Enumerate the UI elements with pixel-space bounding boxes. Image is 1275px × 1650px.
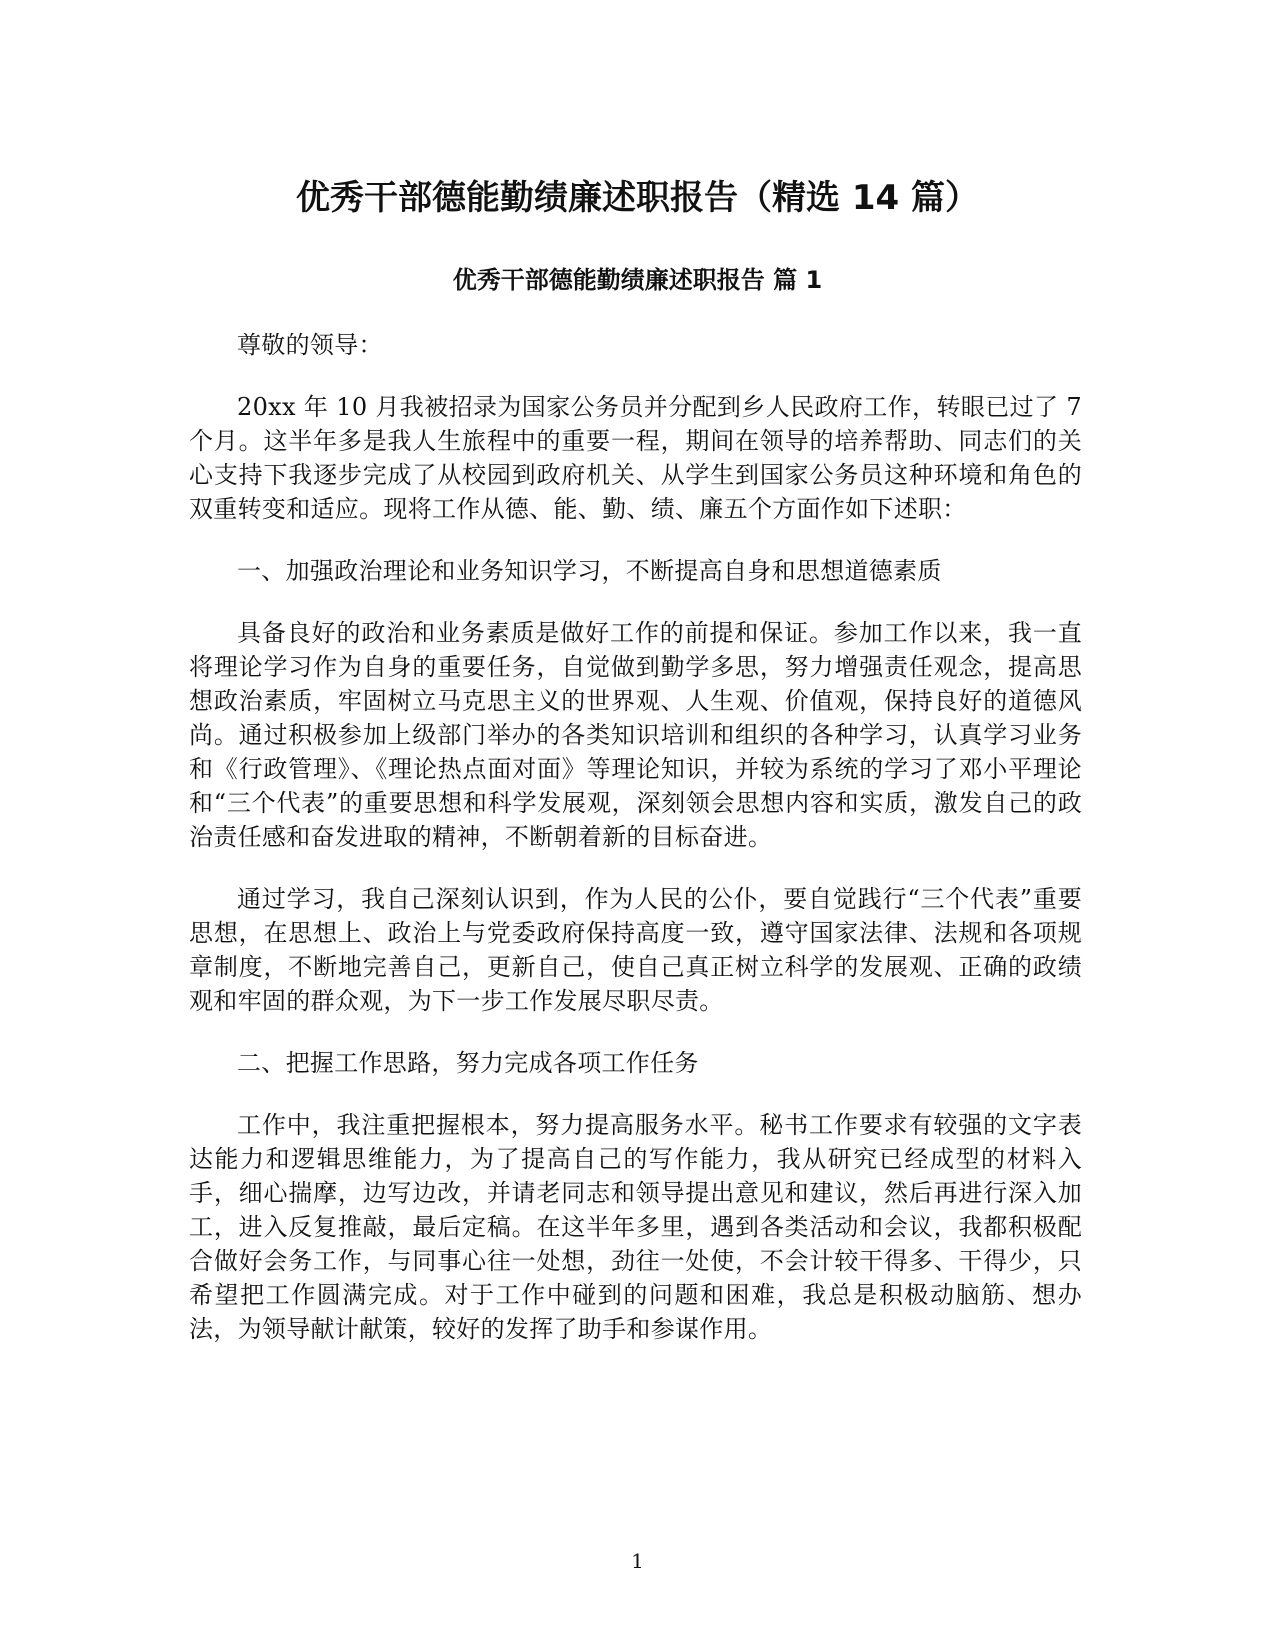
heading-one: 一、加强政治理论和业务知识学习，不断提高自身和思想道德素质 [237, 557, 942, 585]
document-title: 优秀干部德能勤绩廉述职报告（精选 14 篇） [296, 178, 979, 218]
heading-two: 二、把握工作思路，努力完成各项工作任务 [237, 1049, 699, 1077]
document-body [189, 328, 1082, 1374]
paragraph-study: 具备良好的政治和业务素质是做好工作的前提和保证。参加工作以来，我一直将理论学习作为自身的重要任务，自觉做到勤学多思，努力增强责任观念，提高思想政治素质，牢固树立马克思主义的世界观、人生观、价值观，保持良好的道德风尚。通过积极参加上级部门举办的各类知识培训和组织的各种学习，认真学习业务和《行政管理》、《理论热点面对面》等理论知识，并较为系统的学习了邓小平理论和“三个代表”的重要思想和科学发展观，深刻领会思想内容和实质，激发自己的政治责任感和奋发进取的精神，不断朝着新的目标奋进。 [189, 619, 1082, 851]
section-title: 优秀干部德能勤绩廉述职报告 篇 1 [452, 266, 823, 294]
paragraph-awareness: 通过学习，我自己深刻认识到，作为人民的公仆，要自觉践行“三个代表”重要思想，在思想上、政治上与党委政府保持高度一致，遵守国家法律、法规和各项规章制度，不断地完善自己，更新自己，使自己真正树立科学的发展观、正确的政绩观和牢固的群众观，为下一步工作发展尽职尽责。 [189, 885, 1082, 1015]
paragraph-intro: 20xx 年 10 月我被招录为国家公务员并分配到乡人民政府工作，转眼已过了 7 个月。这半年多是我人生旅程中的重要一程，期间在领导的培养帮助、同志们的关心支持下我逐步完成了从校园到政府机关、从学生到国家公务员这种环境和角色的双重转变和适应。现将工作从德、能、勤、绩、廉五个方面作如下述职： [189, 393, 1082, 523]
paragraph-work: 工作中，我注重把握根本，努力提高服务水平。秘书工作要求有较强的文字表达能力和逻辑思维能力，为了提高自己的写作能力，我从研究已经成型的材料入手，细心揣摩，边写边改，并请老同志和领导提出意见和建议，然后再进行深入加工，进入反复推敲，最后定稿。在这半年多里，遇到各类活动和会议，我都积极配合做好会务工作，与同事心往一处想，劲往一处使，不会计较干得多、干得少，只希望把工作圆满完成。对于工作中碰到的问题和困难，我总是积极动脑筋、想办法，为领导献计献策，较好的发挥了助手和参谋作用。 [189, 1111, 1082, 1343]
page-number: 1 [631, 1549, 644, 1573]
salutation: 尊敬的领导： [237, 331, 383, 359]
